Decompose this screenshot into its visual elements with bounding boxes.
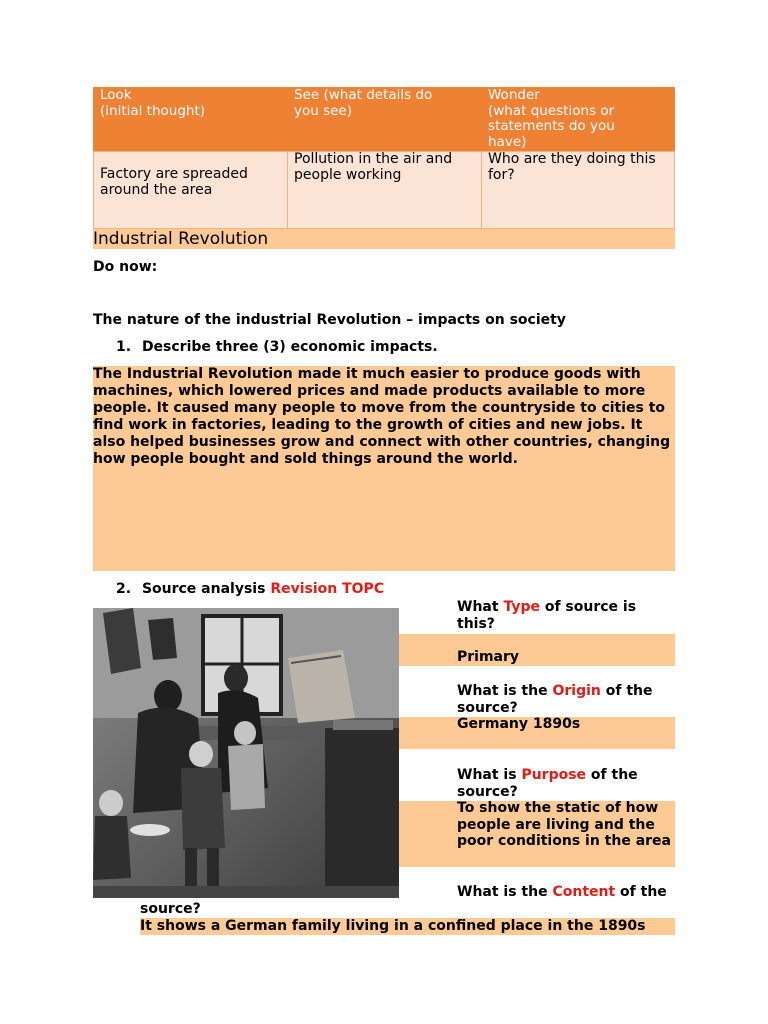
cell-wonder: Who are they doing this for? — [481, 151, 675, 229]
type-answer: Primary — [457, 649, 520, 665]
type-question: What Type of source is this? — [457, 599, 637, 632]
historical-photo — [93, 608, 399, 898]
cell-look: Factory are spreaded around the area — [93, 151, 288, 229]
content-question: What is the Content of the — [457, 884, 667, 900]
header-wonder: Wonder (what questions or statements do you have) — [481, 87, 675, 151]
cell-see: Pollution in the air and people working — [287, 151, 482, 229]
content-answer: It shows a German family living in a confined place in the 1890s — [140, 918, 646, 934]
question-1-text: Describe three (3) economic impacts. — [141, 339, 438, 355]
section-title: Industrial Revolution — [93, 229, 269, 249]
purpose-answer: To show the static of how people are living and the poor conditions in the area — [457, 800, 671, 849]
header-see: See (what details do you see) — [287, 87, 481, 151]
observation-table — [93, 87, 675, 229]
origin-question: What is the Origin of the source? — [457, 683, 653, 716]
do-now-label: Do now: — [93, 259, 158, 275]
question-1-number: 1. — [116, 339, 132, 355]
photo-illustration — [93, 608, 399, 898]
question-2-text: Source analysis — [141, 581, 271, 597]
purpose-question: What is Purpose of the source? — [457, 767, 638, 800]
revision-topc-label: Revision TOPC — [270, 581, 385, 597]
purpose-answer-box[interactable] — [399, 801, 675, 867]
answer-1-text: The Industrial Revolution made it much easier to produce goods with machines, which lowered prices and made products available to more people. It caused many people to move from the countryside to cities to find work in factories, leading to the growth of cities and new jobs. It also helped businesses grow and connect with other countries, changing how people bought and sold things around the world. — [93, 366, 671, 467]
question-1 — [116, 339, 438, 355]
answer-1-box[interactable] — [93, 366, 675, 571]
worksheet-subtitle: The nature of the industrial Revolution – impacts on society — [93, 312, 566, 328]
question-2-number: 2. — [116, 581, 132, 597]
origin-answer-box[interactable] — [399, 717, 675, 749]
header-look: Look (initial thought) — [93, 87, 287, 151]
origin-answer: Germany 1890s — [457, 716, 581, 732]
content-answer-box[interactable] — [140, 918, 675, 935]
content-question-cont: source? — [140, 901, 201, 917]
type-answer-box[interactable] — [399, 634, 675, 666]
section-title-bar — [93, 229, 675, 249]
question-2 — [116, 581, 384, 597]
